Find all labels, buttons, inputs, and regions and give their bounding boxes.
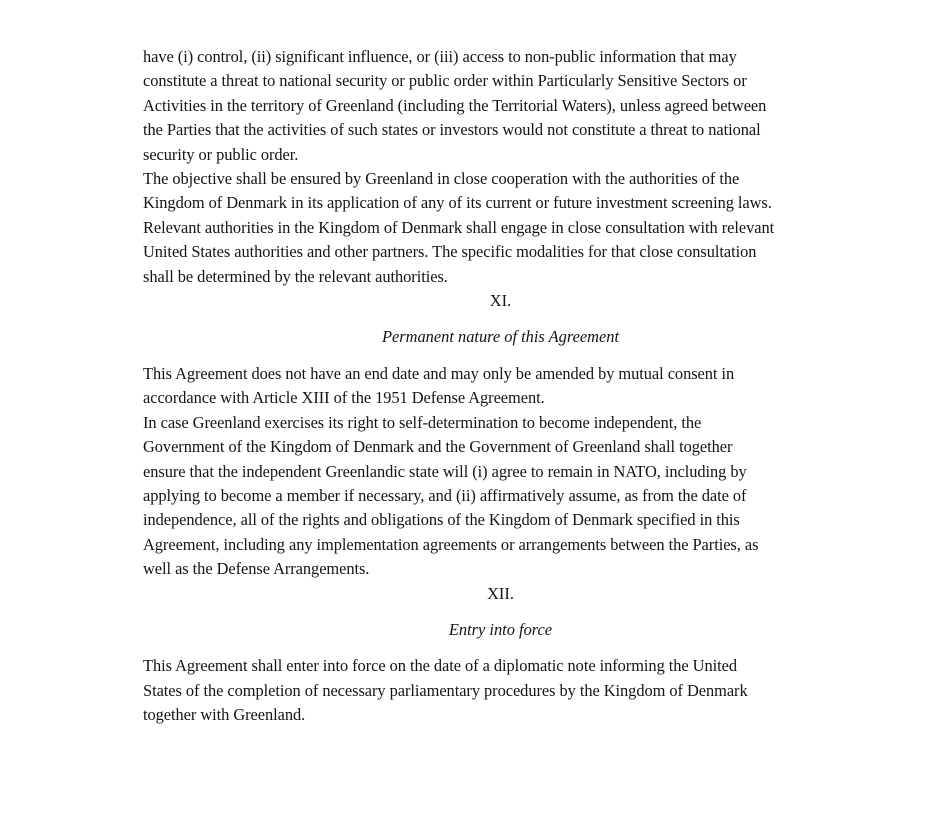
- document-body: [143, 45, 858, 728]
- section-xi: [143, 289, 858, 581]
- section-xii: [143, 582, 858, 728]
- section-xi-title: Permanent nature of this Agreement: [381, 327, 619, 347]
- paragraph-objective-cooperation: The objective shall be ensured by Greenland in close cooperation with the authorities of the Kingdom of Denmark in its application of any of its current or future investment screening laws.: [143, 169, 772, 213]
- section-xi-number: XI.: [489, 291, 512, 311]
- paragraph-self-determination: In case Greenland exercises its right to self-determination to become independent, the Government of the Kingdom of Denmark and the Government of Greenland shall together ensure that the independent Greenlandic state will (i) agree to remain in NATO, including by applying to become a member if necessary, and (ii) affirmatively assume, as from the date of independence, all of the rights and obligations of the Kingdom of Denmark specified in this Agreement, including any implementation agreements or arrangements between the Parties, as well as the Defense Arrangements.: [143, 412, 759, 579]
- paragraph-entry-into-force: This Agreement shall enter into force on the date of a diplomatic note informing the United States of the completion of necessary parliamentary procedures by the Kingdom of Denmark together with Greenland.: [143, 656, 748, 725]
- paragraph-relevant-authorities: Relevant authorities in the Kingdom of Denmark shall engage in close consultation with relevant United States authorities and other partners. The specific modalities for that close consultation shall be determined by the relevant authorities.: [143, 217, 775, 286]
- paragraph-no-end-date: This Agreement does not have an end date and may only be amended by mutual consent in accordance with Article XIII of the 1951 Defense Agreement.: [143, 363, 735, 408]
- section-xii-number: XII.: [487, 583, 514, 603]
- section-xii-title: Entry into force: [448, 619, 553, 639]
- paragraph-investment-control: have (i) control, (ii) significant influence, or (iii) access to non-public information that may constitute a threat to national security or public order within Particularly Sensitive Sectors or Activities in the territory of Greenland (including the Territorial Waters), unless agreed between the Parties that the activities of such states or investors would not constitute a threat to national security or public order.: [143, 47, 767, 164]
